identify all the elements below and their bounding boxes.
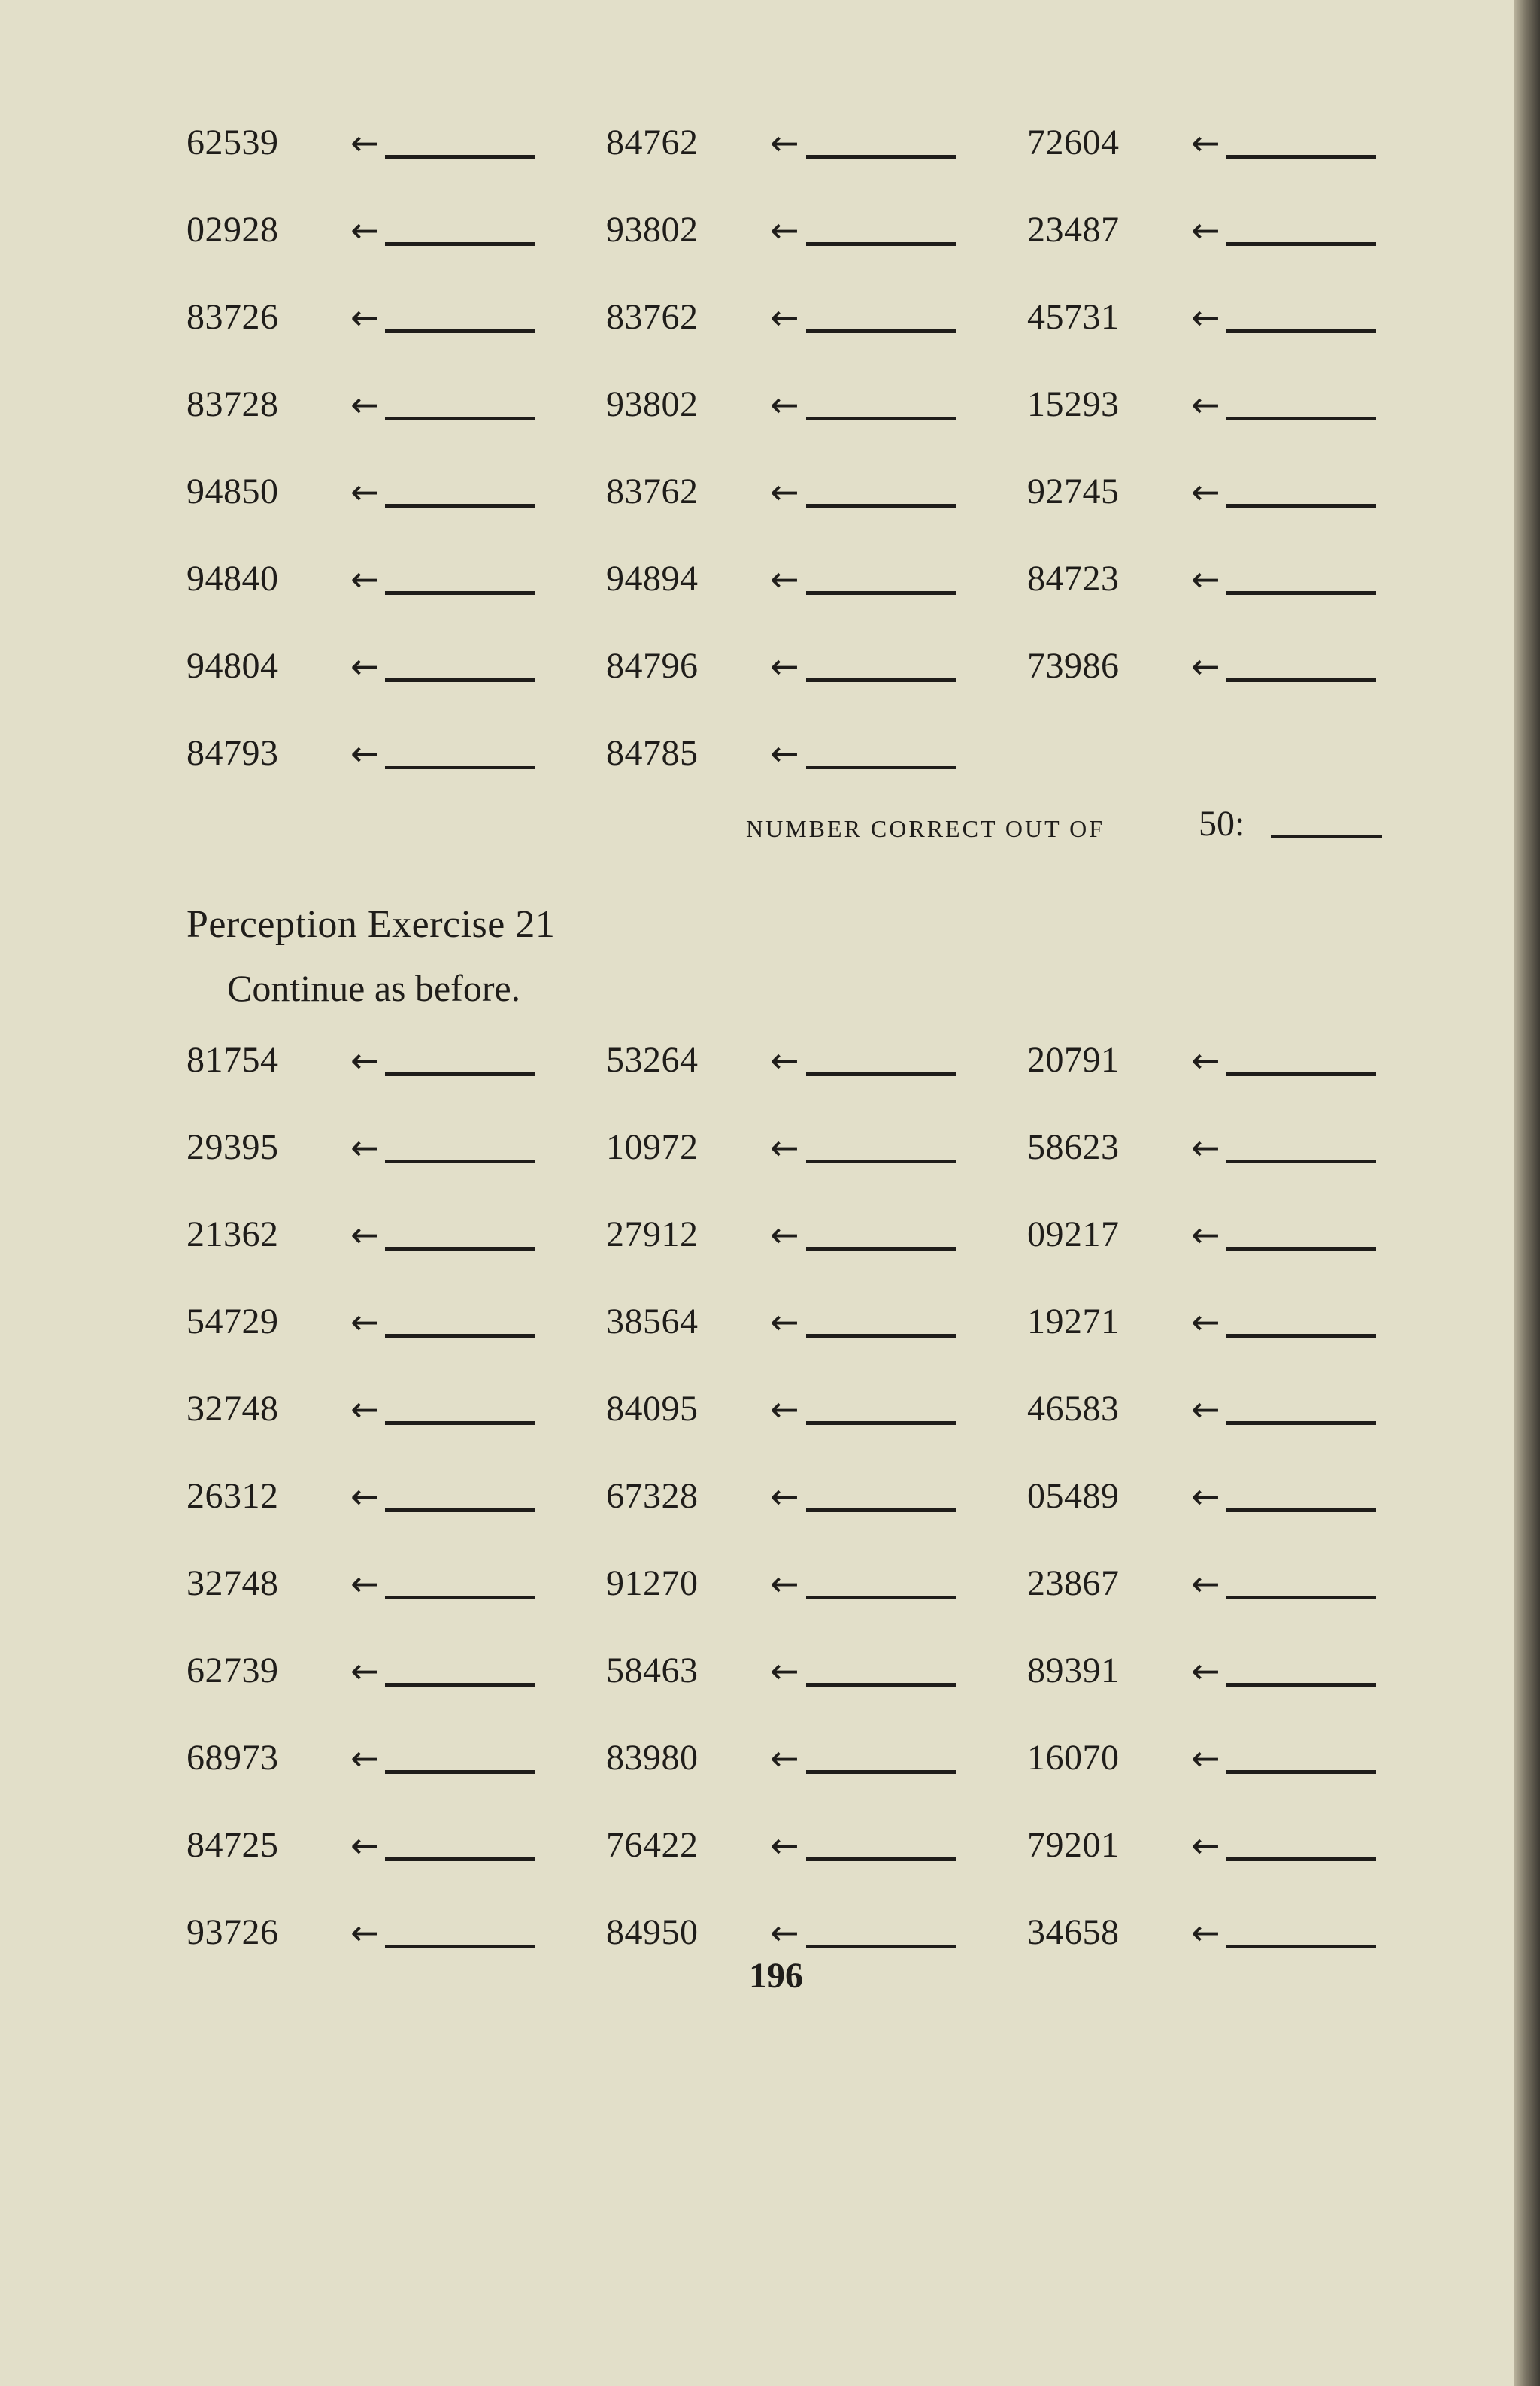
- left-arrow-icon: ←: [350, 1563, 380, 1604]
- item-number: 34658: [1027, 1912, 1120, 1952]
- item-number: 27912: [606, 1214, 699, 1254]
- item-number: 72604: [1027, 123, 1120, 162]
- answer-blank[interactable]: [806, 1334, 956, 1338]
- left-arrow-icon: ←: [770, 1302, 799, 1342]
- item-number: 32748: [186, 1563, 279, 1603]
- item-number: 94894: [606, 559, 699, 599]
- answer-blank[interactable]: [385, 417, 535, 420]
- answer-blank[interactable]: [806, 766, 956, 769]
- left-arrow-icon: ←: [770, 123, 799, 163]
- left-arrow-icon: ←: [770, 1127, 799, 1168]
- answer-blank[interactable]: [806, 1421, 956, 1425]
- left-arrow-icon: ←: [1191, 646, 1220, 687]
- item-number: 76422: [606, 1825, 699, 1865]
- item-number: 84796: [606, 646, 699, 686]
- item-number: 94850: [186, 471, 279, 511]
- left-arrow-icon: ←: [350, 1912, 380, 1953]
- item-number: 21362: [186, 1214, 279, 1254]
- item-number: 91270: [606, 1563, 699, 1603]
- answer-blank[interactable]: [385, 1421, 535, 1425]
- left-arrow-icon: ←: [770, 1738, 799, 1778]
- answer-blank[interactable]: [385, 1160, 535, 1163]
- answer-blank[interactable]: [385, 1508, 535, 1512]
- answer-blank[interactable]: [806, 591, 956, 595]
- answer-blank[interactable]: [1226, 1247, 1376, 1251]
- left-arrow-icon: ←: [770, 297, 799, 338]
- exercise-row: [0, 1475, 1540, 1528]
- exercise-title: Perception Exercise 21: [186, 903, 556, 946]
- answer-blank[interactable]: [1226, 1334, 1376, 1338]
- item-number: 23867: [1027, 1563, 1120, 1603]
- exercise-row: [0, 1039, 1540, 1092]
- answer-blank[interactable]: [806, 678, 956, 682]
- item-number: 23487: [1027, 210, 1120, 250]
- item-number: 54729: [186, 1302, 279, 1342]
- left-arrow-icon: ←: [770, 1214, 799, 1255]
- item-number: 79201: [1027, 1825, 1120, 1865]
- left-arrow-icon: ←: [350, 1302, 380, 1342]
- left-arrow-icon: ←: [1191, 1912, 1220, 1953]
- exercise-instructions: Continue as before.: [227, 967, 521, 1009]
- left-arrow-icon: ←: [1191, 1476, 1220, 1517]
- item-number: 94840: [186, 559, 279, 599]
- item-number: 93802: [606, 384, 699, 424]
- exercise-row: [0, 732, 1540, 785]
- left-arrow-icon: ←: [770, 1912, 799, 1953]
- left-arrow-icon: ←: [770, 384, 799, 425]
- answer-blank[interactable]: [1226, 1508, 1376, 1512]
- answer-blank[interactable]: [806, 1072, 956, 1076]
- answer-blank[interactable]: [1226, 1160, 1376, 1163]
- left-arrow-icon: ←: [770, 646, 799, 687]
- answer-blank[interactable]: [385, 1683, 535, 1687]
- item-number: 84762: [606, 123, 699, 162]
- left-arrow-icon: ←: [1191, 1651, 1220, 1691]
- answer-blank[interactable]: [806, 1770, 956, 1774]
- item-number: 84785: [606, 733, 699, 773]
- item-number: 83762: [606, 297, 699, 337]
- answer-blank[interactable]: [806, 329, 956, 333]
- answer-blank[interactable]: [1226, 1596, 1376, 1599]
- item-number: 83980: [606, 1738, 699, 1778]
- answer-blank[interactable]: [385, 678, 535, 682]
- exercise-row: [0, 471, 1540, 523]
- left-arrow-icon: ←: [1191, 471, 1220, 512]
- left-arrow-icon: ←: [770, 1476, 799, 1517]
- item-number: 05489: [1027, 1476, 1120, 1516]
- item-number: 68973: [186, 1738, 279, 1778]
- item-number: 32748: [186, 1389, 279, 1429]
- left-arrow-icon: ←: [350, 1825, 380, 1866]
- score-label: NUMBER CORRECT OUT OF: [746, 815, 1105, 842]
- left-arrow-icon: ←: [1191, 210, 1220, 250]
- item-number: 93726: [186, 1912, 279, 1952]
- answer-blank[interactable]: [1226, 417, 1376, 420]
- left-arrow-icon: ←: [350, 471, 380, 512]
- answer-blank[interactable]: [806, 1508, 956, 1512]
- item-number: 46583: [1027, 1389, 1120, 1429]
- left-arrow-icon: ←: [350, 1040, 380, 1081]
- score-total: 50:: [1199, 804, 1245, 844]
- item-number: 62739: [186, 1651, 279, 1690]
- answer-blank[interactable]: [806, 1857, 956, 1861]
- item-number: 73986: [1027, 646, 1120, 686]
- exercise-row: [0, 209, 1540, 262]
- left-arrow-icon: ←: [1191, 384, 1220, 425]
- item-number: 38564: [606, 1302, 699, 1342]
- left-arrow-icon: ←: [350, 1214, 380, 1255]
- exercise-row: [0, 384, 1540, 436]
- exercise-row: [0, 1388, 1540, 1441]
- exercise-row: [0, 1737, 1540, 1790]
- answer-blank[interactable]: [1226, 504, 1376, 508]
- left-arrow-icon: ←: [350, 559, 380, 599]
- item-number: 92745: [1027, 471, 1120, 511]
- exercise-row: [0, 296, 1540, 349]
- left-arrow-icon: ←: [770, 1825, 799, 1866]
- exercise-row: [0, 1301, 1540, 1354]
- exercise-row: [0, 1650, 1540, 1702]
- answer-blank[interactable]: [1226, 591, 1376, 595]
- left-arrow-icon: ←: [350, 1738, 380, 1778]
- exercise-row: [0, 1214, 1540, 1266]
- item-number: 29395: [186, 1127, 279, 1167]
- left-arrow-icon: ←: [770, 1651, 799, 1691]
- item-number: 16070: [1027, 1738, 1120, 1778]
- left-arrow-icon: ←: [1191, 1127, 1220, 1168]
- item-number: 45731: [1027, 297, 1120, 337]
- answer-blank[interactable]: [385, 242, 535, 246]
- left-arrow-icon: ←: [1191, 1738, 1220, 1778]
- answer-blank[interactable]: [806, 417, 956, 420]
- left-arrow-icon: ←: [1191, 1825, 1220, 1866]
- answer-blank[interactable]: [806, 1945, 956, 1948]
- page-gutter-edge: [1514, 0, 1540, 2386]
- left-arrow-icon: ←: [770, 1563, 799, 1604]
- left-arrow-icon: ←: [350, 123, 380, 163]
- item-number: 62539: [186, 123, 279, 162]
- left-arrow-icon: ←: [770, 471, 799, 512]
- answer-blank[interactable]: [1226, 1945, 1376, 1948]
- answer-blank[interactable]: [806, 504, 956, 508]
- item-number: 10972: [606, 1127, 699, 1167]
- answer-blank[interactable]: [1226, 1072, 1376, 1076]
- item-number: 20791: [1027, 1040, 1120, 1080]
- left-arrow-icon: ←: [770, 1040, 799, 1081]
- left-arrow-icon: ←: [350, 646, 380, 687]
- item-number: 84950: [606, 1912, 699, 1952]
- left-arrow-icon: ←: [350, 733, 380, 774]
- answer-blank[interactable]: [806, 242, 956, 246]
- answer-blank[interactable]: [806, 155, 956, 159]
- answer-blank[interactable]: [1226, 1421, 1376, 1425]
- answer-blank[interactable]: [385, 591, 535, 595]
- answer-blank[interactable]: [806, 1160, 956, 1163]
- item-number: 83762: [606, 471, 699, 511]
- left-arrow-icon: ←: [1191, 559, 1220, 599]
- item-number: 84723: [1027, 559, 1120, 599]
- answer-blank[interactable]: [806, 1683, 956, 1687]
- answer-blank[interactable]: [1226, 1683, 1376, 1687]
- page-number: 196: [749, 1956, 803, 1996]
- answer-blank[interactable]: [385, 766, 535, 769]
- left-arrow-icon: ←: [1191, 1563, 1220, 1604]
- answer-blank[interactable]: [385, 504, 535, 508]
- item-number: 26312: [186, 1476, 279, 1516]
- answer-blank[interactable]: [385, 1770, 535, 1774]
- item-number: 81754: [186, 1040, 279, 1080]
- exercise-row: [0, 558, 1540, 611]
- left-arrow-icon: ←: [350, 1389, 380, 1429]
- left-arrow-icon: ←: [770, 1389, 799, 1429]
- answer-blank[interactable]: [385, 1857, 535, 1861]
- answer-blank[interactable]: [385, 1334, 535, 1338]
- answer-blank[interactable]: [1226, 678, 1376, 682]
- exercise-row: [0, 122, 1540, 174]
- item-number: 89391: [1027, 1651, 1120, 1690]
- left-arrow-icon: ←: [770, 559, 799, 599]
- left-arrow-icon: ←: [770, 733, 799, 774]
- left-arrow-icon: ←: [1191, 1214, 1220, 1255]
- item-number: 94804: [186, 646, 279, 686]
- item-number: 02928: [186, 210, 279, 250]
- answer-blank[interactable]: [806, 1247, 956, 1251]
- left-arrow-icon: ←: [350, 384, 380, 425]
- item-number: 58623: [1027, 1127, 1120, 1167]
- item-number: 58463: [606, 1651, 699, 1690]
- left-arrow-icon: ←: [1191, 297, 1220, 338]
- item-number: 84095: [606, 1389, 699, 1429]
- answer-blank[interactable]: [1226, 329, 1376, 333]
- answer-blank[interactable]: [1226, 242, 1376, 246]
- item-number: 53264: [606, 1040, 699, 1080]
- answer-blank[interactable]: [385, 155, 535, 159]
- left-arrow-icon: ←: [770, 210, 799, 250]
- item-number: 83728: [186, 384, 279, 424]
- item-number: 15293: [1027, 384, 1120, 424]
- item-number: 93802: [606, 210, 699, 250]
- left-arrow-icon: ←: [350, 1127, 380, 1168]
- answer-blank[interactable]: [385, 1072, 535, 1076]
- answer-blank[interactable]: [385, 1596, 535, 1599]
- left-arrow-icon: ←: [350, 210, 380, 250]
- left-arrow-icon: ←: [350, 297, 380, 338]
- left-arrow-icon: ←: [1191, 123, 1220, 163]
- item-number: 84725: [186, 1825, 279, 1865]
- exercise-row: [0, 645, 1540, 698]
- left-arrow-icon: ←: [1191, 1389, 1220, 1429]
- answer-blank[interactable]: [1226, 1857, 1376, 1861]
- score-answer-blank[interactable]: [1271, 835, 1382, 838]
- exercise-row: [0, 1824, 1540, 1877]
- item-number: 83726: [186, 297, 279, 337]
- answer-blank[interactable]: [385, 1945, 535, 1948]
- item-number: 84793: [186, 733, 279, 773]
- left-arrow-icon: ←: [1191, 1040, 1220, 1081]
- left-arrow-icon: ←: [350, 1476, 380, 1517]
- answer-blank[interactable]: [385, 329, 535, 333]
- exercise-row: [0, 1126, 1540, 1179]
- item-number: 09217: [1027, 1214, 1120, 1254]
- item-number: 19271: [1027, 1302, 1120, 1342]
- left-arrow-icon: ←: [1191, 1302, 1220, 1342]
- left-arrow-icon: ←: [350, 1651, 380, 1691]
- answer-blank[interactable]: [1226, 1770, 1376, 1774]
- answer-blank[interactable]: [806, 1596, 956, 1599]
- item-number: 67328: [606, 1476, 699, 1516]
- exercise-row: [0, 1563, 1540, 1615]
- answer-blank[interactable]: [385, 1247, 535, 1251]
- answer-blank[interactable]: [1226, 155, 1376, 159]
